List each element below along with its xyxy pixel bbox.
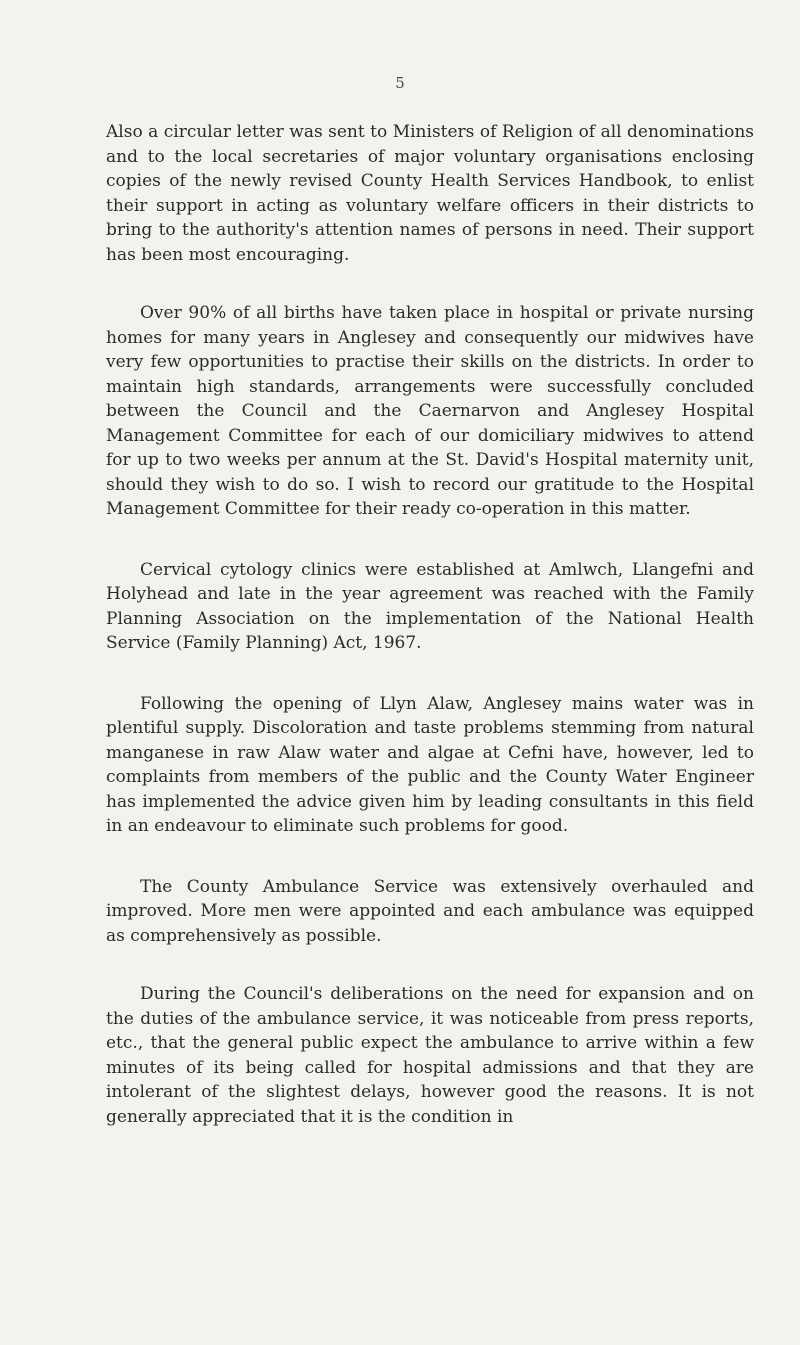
paragraph-cervical-cytology: Cervical cytology clinics were established at Amlwch, Llangefni and Holyhead and late in the year agreement was reached with the Family Planning Association on the implementation of the National Health Service (Family Planning) Act, 1967. (106, 559, 754, 653)
page-number: 5 (395, 74, 405, 92)
paragraph-council-deliberations: During the Council's deliberations on the need for expansion and on the duties of the ambulance service, it was noticeable from press reports, etc., that the general public expect the ambulance to arrive within a few minutes of its being called for hospital admissions and that they are intolerant of the slightest delays, however good the reasons. It is not generally appreciated that it is the condition in (106, 984, 754, 1127)
paragraph-births-midwives: Over 90% of all births have taken place in hospital or private nursing homes for many years in Anglesey and consequently our midwives have very few opportunities to practise their skills on the districts. In order to maintain high standards, arrangements were successfully concluded between the Council and the Caernarvon and Anglesey Hospital Management Committee for each of our domiciliary midwives to attend for up to two weeks per annum at the St. David's Hospital maternity unit, should they wish to do so. I wish to record our gratitude to the Hospital Management Committee for their ready co-operation in this matter. (106, 303, 754, 519)
paragraph-water-supply: Following the opening of Llyn Alaw, Anglesey mains water was in plentiful supply. Discoloration and taste problems stemming from natural manganese in raw Alaw water and algae at Cefni have, however, led to complaints from members of the public and the County Water Engineer has implemented the advice given him by leading consultants in this field in an endeavour to eliminate such problems for good. (106, 693, 754, 836)
document-body (106, 120, 754, 1163)
paragraph-ambulance-service: The County Ambulance Service was extensively overhauled and improved. More men were appointed and each ambulance was equipped as comprehensively as possible. (106, 876, 754, 946)
paragraph-circular-letter: Also a circular letter was sent to Ministers of Religion of all denominations and to the local secretaries of major voluntary organisations enclosing copies of the newly revised County Health Services Handbook, to enlist their support in acting as voluntary welfare officers in their districts to bring to the authority's attention names of persons in need. Their support has been most encouraging. (106, 122, 754, 265)
